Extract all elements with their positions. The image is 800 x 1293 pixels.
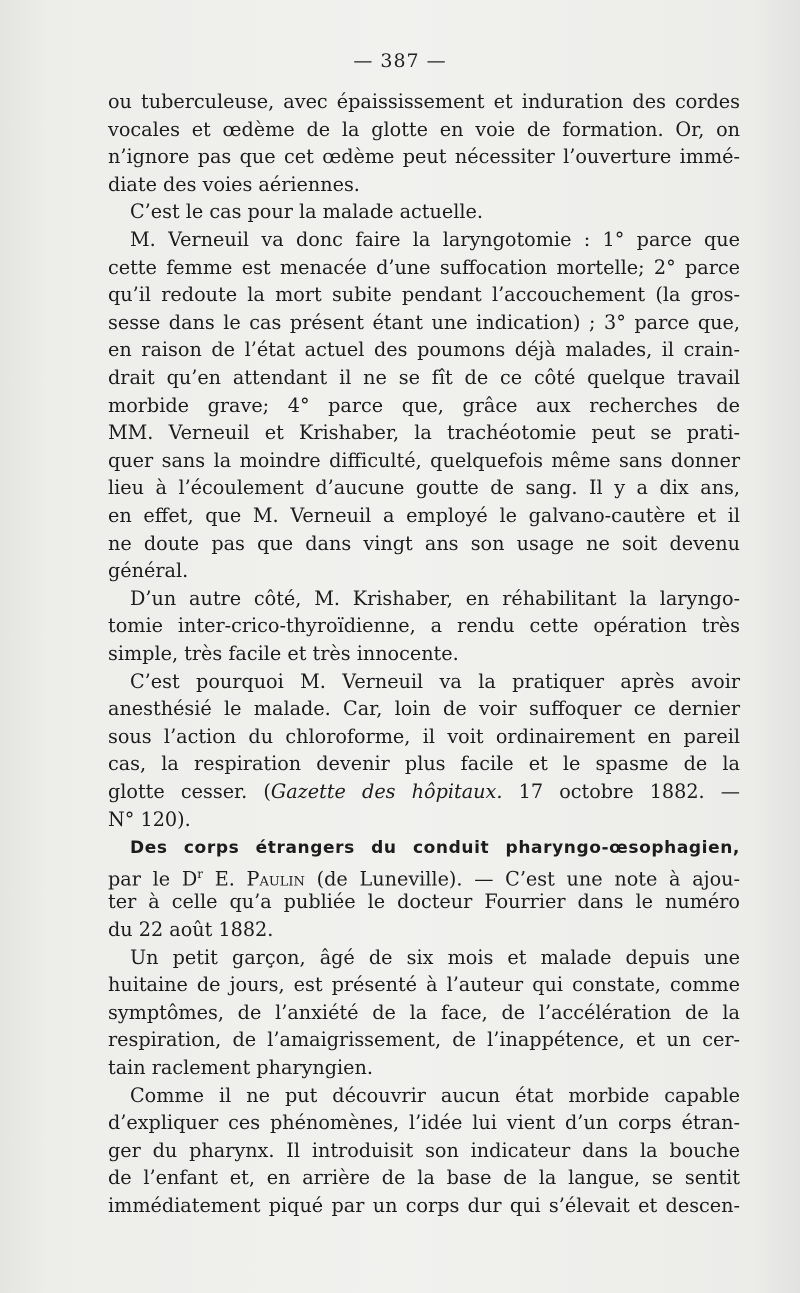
text-run: tomie inter-crico-thyroïdienne, a rendu cette opération très	[108, 614, 740, 638]
text-line	[108, 557, 740, 584]
text-line	[108, 447, 740, 474]
text-run: ger du pharynx. Il introduisit son indicateur dans la bouche	[108, 1138, 740, 1162]
section-title: Des corps étrangers du conduit pharyngo-œsophagien,	[130, 838, 740, 859]
text-line	[108, 1082, 740, 1109]
text-run: cette femme est menacée d’une suffocation mortelle; 2° parce	[108, 255, 740, 279]
text-line	[108, 1192, 740, 1219]
text-line	[108, 695, 740, 722]
text-run: morbide grave; 4° parce que, grâce aux recherches de	[108, 393, 740, 417]
text-run: M. Verneuil va donc faire la laryngotomie : 1° parce que	[130, 228, 740, 251]
text-run: ter à celle qu’a publiée le docteur Fourrier dans le numéro	[108, 890, 740, 914]
text-run: en raison de l’état actuel des poumons déjà malades, il crain-	[108, 338, 740, 362]
text-run: de l’enfant et, en arrière de la base de la langue, se sentit	[108, 1166, 740, 1190]
text-line	[108, 1164, 740, 1191]
text-run: Gazette des hôpitaux.	[270, 780, 503, 803]
text-run: (de Luneville). — C’est une note à ajou-	[304, 867, 740, 891]
text-run: immédiatement piqué par un corps dur qui s’élevait et descen-	[108, 1194, 740, 1217]
text-line	[108, 723, 740, 750]
text-line	[108, 640, 740, 667]
text-run: symptômes, de l’anxiété de la face, de l’accélération de la	[108, 1000, 740, 1024]
text-line	[108, 474, 740, 501]
text-line	[108, 861, 740, 891]
text-line	[108, 750, 740, 777]
text-run: ou tuberculeuse, avec épaississement et induration des cordes	[108, 90, 740, 113]
text-run: d’expliquer ces phénomènes, l’idée lui vient d’un corps étran-	[108, 1111, 740, 1135]
text-line	[108, 778, 740, 805]
text-run: sesse dans le cas présent étant une indication) ; 3° parce que,	[108, 310, 740, 334]
text-run: C’est pourquoi M. Verneuil va la pratiquer après avoir	[130, 669, 740, 693]
text-run: E.	[202, 867, 247, 891]
text-run: Paulin	[246, 867, 305, 891]
text-run: par le D	[108, 867, 198, 891]
text-line	[108, 999, 740, 1026]
text-line	[108, 502, 740, 529]
text-run: n’ignore pas que cet œdème peut nécessiter l’ouverture immé-	[108, 145, 740, 169]
text-line	[108, 364, 740, 391]
text-run: MM. Verneuil et Krishaber, la trachéotomie peut se prati-	[108, 421, 740, 445]
text-line	[108, 806, 740, 833]
text-line	[108, 309, 740, 336]
text-run: quer sans la moindre difficulté, quelquefois même sans donner	[108, 448, 740, 472]
text-run: respiration, de l’amaigrissement, de l’inappétence, et un cer-	[108, 1028, 740, 1052]
text-line	[108, 888, 740, 915]
text-line	[108, 668, 740, 695]
text-line	[108, 171, 740, 198]
text-run: drait qu’en attendant il ne se fît de ce côté quelque travail	[108, 366, 740, 389]
text-line	[108, 116, 740, 143]
text-line	[108, 971, 740, 998]
text-line	[108, 1054, 740, 1081]
text-line	[108, 944, 740, 971]
text-line	[108, 833, 740, 860]
text-line	[108, 336, 740, 363]
text-line	[108, 419, 740, 446]
text-run: cas, la respiration devenir plus facile et le spasme de la	[108, 752, 740, 776]
text-line	[108, 612, 740, 639]
text-run: tain raclement pharyngien.	[108, 1056, 373, 1079]
text-line	[108, 1109, 740, 1136]
text-line	[108, 254, 740, 281]
text-line	[108, 916, 740, 943]
text-run: N° 120).	[108, 807, 191, 831]
text-run: diate des voies aériennes.	[108, 172, 360, 196]
page-number: — 387 —	[353, 50, 447, 72]
text-line	[108, 88, 740, 115]
text-line	[108, 585, 740, 612]
text-line	[108, 1026, 740, 1053]
text-run: D’un autre côté, M. Krishaber, en réhabilitant la laryngo-	[130, 586, 740, 610]
text-line	[108, 530, 740, 557]
text-run: général.	[108, 559, 189, 583]
text-run: r	[197, 866, 203, 881]
text-run: qu’il redoute la mort subite pendant l’accouchement (la gros-	[108, 283, 740, 307]
text-line	[108, 1137, 740, 1164]
text-run: glotte cesser. (	[108, 780, 271, 803]
text-run: simple, très facile et très innocente.	[108, 642, 459, 665]
text-line	[108, 392, 740, 419]
text-line	[108, 226, 740, 253]
text-run: sous l’action du chloroforme, il voit ordinairement en pareil	[108, 724, 740, 748]
text-line	[108, 143, 740, 170]
text-run: ne doute pas que dans vingt ans son usage ne soit devenu	[108, 531, 740, 555]
text-run: lieu à l’écoulement d’aucune goutte de sang. Il y a dix ans,	[108, 476, 740, 500]
text-run: du 22 août 1882.	[108, 918, 274, 941]
text-run: anesthésié le malade. Car, loin de voir suffoquer ce dernier	[108, 697, 740, 721]
text-run: 17 octobre 1882. —	[502, 780, 740, 803]
text-run: C’est le cas pour la malade actuelle.	[130, 200, 483, 224]
text-line	[108, 198, 740, 225]
text-run: en effet, que M. Verneuil a employé le galvano-cautère et il	[108, 504, 740, 527]
text-run: vocales et œdème de la glotte en voie de formation. Or, on	[108, 117, 740, 141]
text-run: Un petit garçon, âgé de six mois et malade depuis une	[130, 945, 740, 969]
text-line	[108, 281, 740, 308]
text-run: Comme il ne put découvrir aucun état morbide capable	[130, 1083, 740, 1107]
text-run: huitaine de jours, est présenté à l’auteur qui constate, comme	[108, 973, 740, 997]
